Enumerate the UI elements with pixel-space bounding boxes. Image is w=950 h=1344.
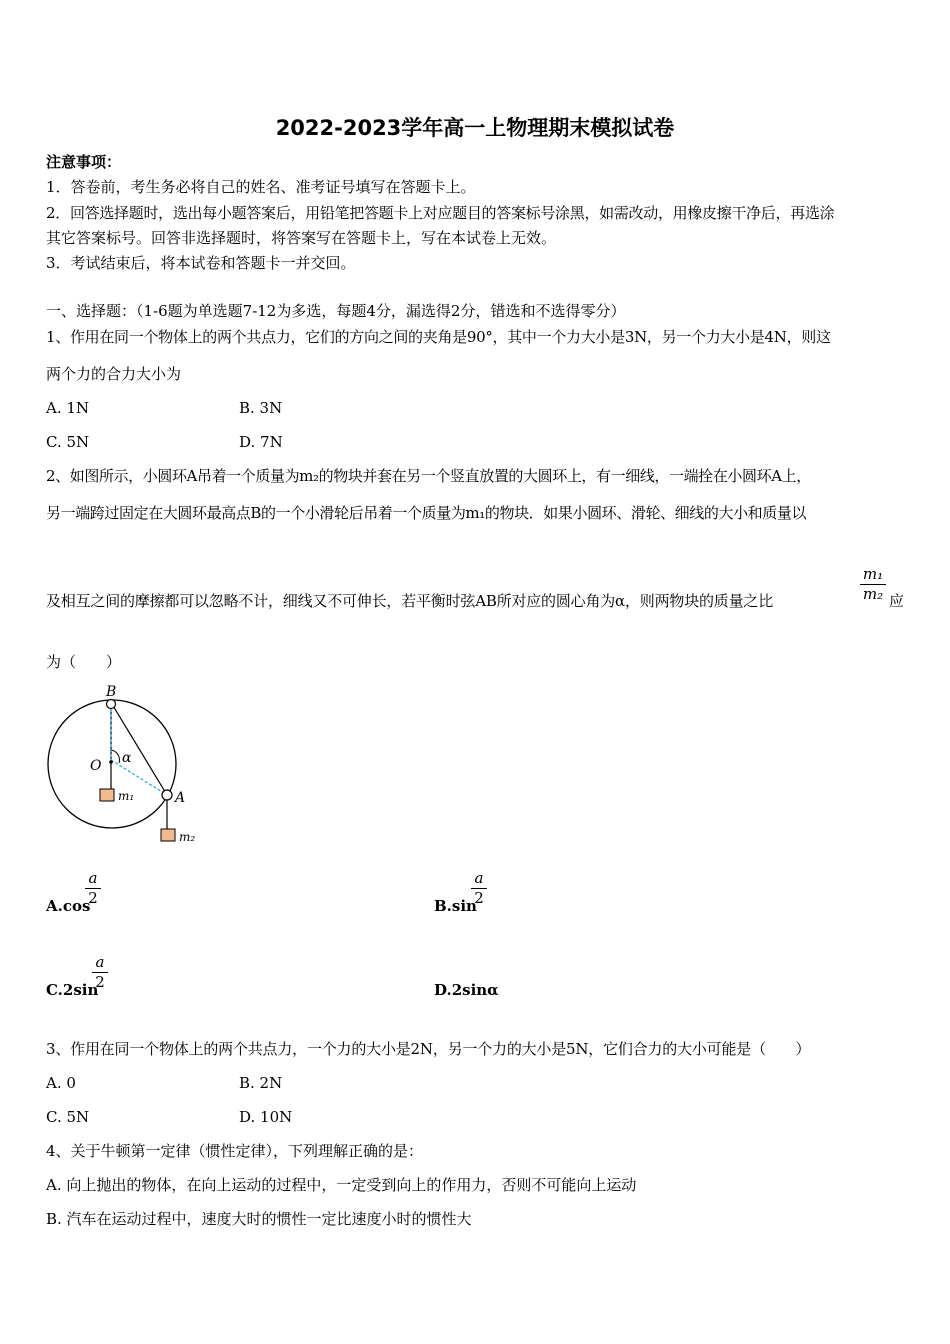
q4-option-a[interactable]: A. 向上抛出的物体，在向上运动的过程中，一定受到向上的作用力，否则不可能向上运动 xyxy=(46,1176,637,1194)
q3-line1: 3、作用在同一个物体上的两个共点力，一个力的大小是2N，另一个力的大小是5N，它们合力的大小可能是（ ） xyxy=(46,1040,811,1058)
q2-option-b[interactable]: B.sin xyxy=(434,897,477,915)
ratio-denominator: m₂ xyxy=(862,585,884,603)
q4-line1: 4、关于牛顿第一定律（惯性定律），下列理解正确的是： xyxy=(46,1142,424,1160)
q2-option-c-fraction xyxy=(92,954,108,991)
block-m2 xyxy=(161,829,175,841)
label-alpha: α xyxy=(122,750,132,766)
q1-line2: 两个力的合力大小为 xyxy=(46,365,182,383)
q1-option-c[interactable]: C. 5N xyxy=(46,433,90,451)
q2-option-c[interactable]: C.2sin xyxy=(46,981,99,999)
fraction-numerator: a xyxy=(95,953,105,971)
notice-item-2b: 其它答案标号。回答非选择题时，将答案写在答题卡上，写在本试卷上无效。 xyxy=(46,229,557,247)
q1-option-a[interactable]: A. 1N xyxy=(46,399,90,417)
label-a: A xyxy=(175,790,186,806)
q3-option-d[interactable]: D. 10N xyxy=(239,1108,293,1126)
q3-option-a[interactable]: A. 0 xyxy=(46,1074,76,1092)
label-m2: m₂ xyxy=(179,830,196,844)
block-m1 xyxy=(100,789,114,801)
center-point xyxy=(109,760,113,764)
q2-option-d[interactable]: D.2sinα xyxy=(434,981,499,999)
pulley-b xyxy=(107,700,116,709)
notice-item-3: 3．考试结束后，将本试卷和答题卡一并交回。 xyxy=(46,254,356,272)
notice-item-1: 1．答卷前，考生务必将自己的姓名、准考证号填写在答题卡上。 xyxy=(46,178,476,196)
q4-option-b[interactable]: B. 汽车在运动过程中，速度大时的惯性一定比速度小时的惯性大 xyxy=(46,1210,472,1228)
q2-line2: 另一端跨过固定在大圆环最高点B的一个小滑轮后吊着一个质量为m₁的物块．如果小圆环、滑轮、细线的大小和质量以 xyxy=(46,504,807,522)
section-heading: 一、选择题：（1-6题为单选题7-12为多选，每题4分，漏选得2分，错选和不选得零分） xyxy=(46,302,626,320)
fraction-denominator: 2 xyxy=(474,889,484,907)
q3-option-b[interactable]: B. 2N xyxy=(239,1074,283,1092)
label-m1: m₁ xyxy=(118,789,135,803)
q2-option-a-fraction xyxy=(85,870,101,907)
fraction-denominator: 2 xyxy=(95,973,105,991)
thread-b-to-a xyxy=(112,704,167,795)
fraction-numerator: a xyxy=(474,869,484,887)
mass-ratio-fraction xyxy=(860,566,886,603)
ratio-numerator: m₁ xyxy=(862,565,884,583)
fraction-denominator: 2 xyxy=(88,889,98,907)
q1-option-d[interactable]: D. 7N xyxy=(239,433,283,451)
q2-option-b-fraction xyxy=(471,870,487,907)
q2-line4: 为（ ） xyxy=(46,653,122,671)
large-ring xyxy=(48,700,176,828)
q1-option-b[interactable]: B. 3N xyxy=(239,399,283,417)
q2-line3: 及相互之间的摩擦都可以忽略不计，细线又不可伸长，若平衡时弦AB所对应的圆心角为α，则两物块的质量之比 xyxy=(46,592,773,610)
q1-line1: 1、作用在同一个物体上的两个共点力，它们的方向之间的夹角是90°，其中一个力大小是3N，另一个力大小是4N，则这 xyxy=(46,328,831,346)
circle-ring-diagram xyxy=(40,680,220,850)
label-o: O xyxy=(90,758,102,774)
q3-option-c[interactable]: C. 5N xyxy=(46,1108,90,1126)
small-ring-a xyxy=(162,790,172,800)
q2-line1: 2、如图所示，小圆环A吊着一个质量为m₂的物块并套在另一个竖直放置的大圆环上，有一细线，一端拴在小圆环A上， xyxy=(46,467,811,485)
label-b: B xyxy=(106,684,117,700)
page-title: 2022-2023学年高一上物理期末模拟试卷 xyxy=(275,116,675,140)
fraction-numerator: a xyxy=(88,869,98,887)
q2-option-a[interactable]: A.cos xyxy=(46,897,91,915)
notice-item-2a: 2．回答选择题时，选出每小题答案后，用铅笔把答题卡上对应题目的答案标号涂黑，如需改动，用橡皮擦干净后，再选涂 xyxy=(46,204,835,222)
notice-heading: 注意事项： xyxy=(46,153,122,171)
q2-line3-end: 应 xyxy=(889,592,905,610)
